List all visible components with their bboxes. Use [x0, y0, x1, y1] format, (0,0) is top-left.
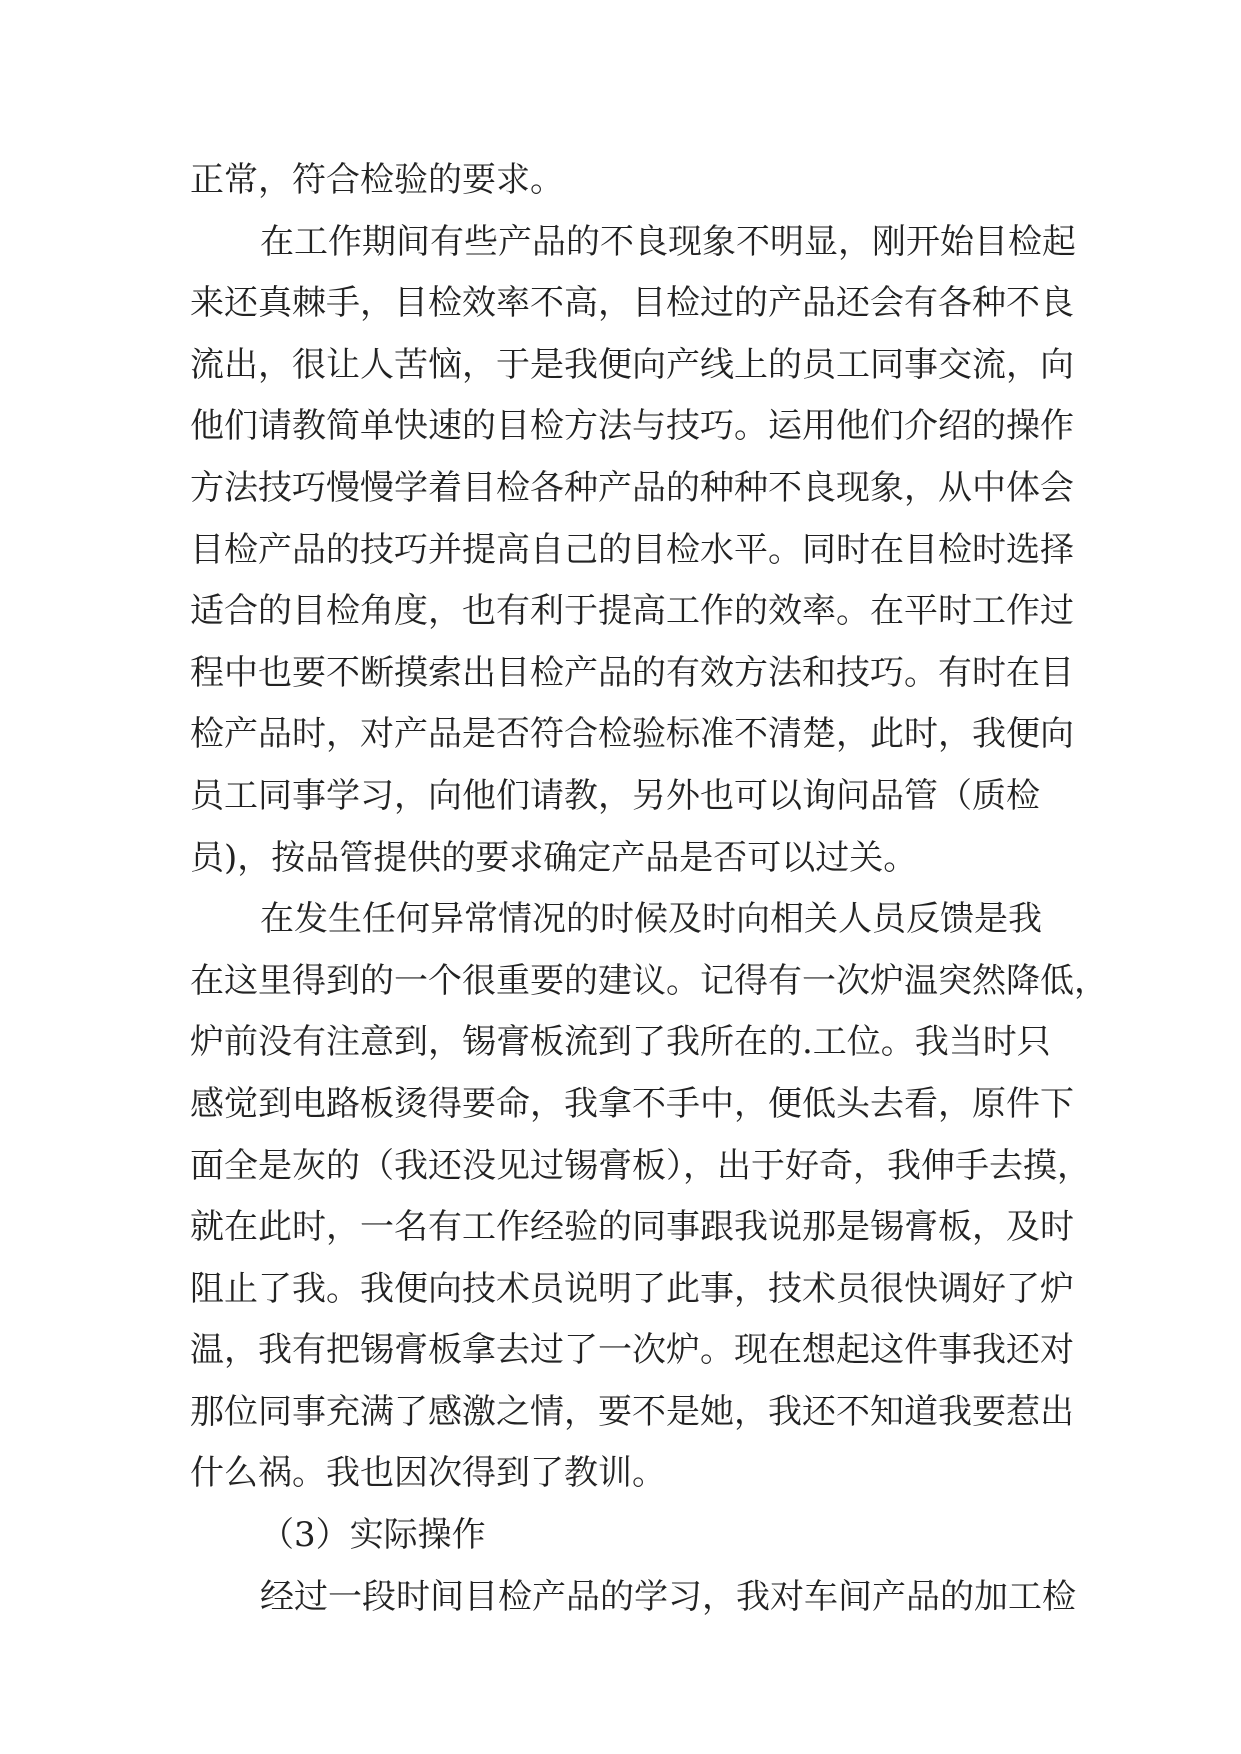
paragraph-line: 方法技巧慢慢学着目检各种产品的种种不良现象，从中体会 [190, 467, 1074, 508]
paragraph-line: 目检产品的技巧并提高自己的目检水平。同时在目检时选择 [190, 529, 1074, 570]
paragraph-line: 员工同事学习，向他们请教，另外也可以询问品管（质检 [190, 775, 1040, 816]
paragraph-line: 流出，很让人苦恼，于是我便向产线上的员工同事交流，向 [190, 344, 1074, 385]
paragraph-line: 适合的目检角度，也有利于提高工作的效率。在平时工作过 [190, 591, 1074, 632]
paragraph-line: 在工作期间有些产品的不良现象不明显，刚开始目检起 [260, 221, 1076, 262]
paragraph-line: 温，我有把锡膏板拿去过了一次炉。现在想起这件事我还对 [190, 1330, 1074, 1371]
paragraph-line: 来还真棘手，目检效率不高，目检过的产品还会有各种不良 [190, 283, 1074, 324]
paragraph-line: 正常，符合检验的要求。 [190, 160, 564, 200]
paragraph-line: 就在此时，一名有工作经验的同事跟我说那是锡膏板，及时 [190, 1207, 1074, 1248]
paragraph-line: 面全是灰的（我还没见过锡膏板），出于好奇，我伸手去摸， [190, 1145, 1091, 1186]
paragraph-line: 程中也要不断摸索出目检产品的有效方法和技巧。有时在目 [190, 652, 1074, 693]
paragraph-line: 经过一段时间目检产品的学习，我对车间产品的加工检 [260, 1576, 1076, 1617]
paragraph-line: 感觉到电路板烫得要命，我拿不手中，便低头去看，原件下 [190, 1083, 1074, 1124]
paragraph-line: 什么祸。我也因次得到了教训。 [190, 1453, 666, 1494]
paragraph-line: 他们请教简单快速的目检方法与技巧。运用他们介绍的操作 [190, 406, 1074, 447]
paragraph-line: 员)，按品管提供的要求确定产品是否可以过关。 [190, 837, 918, 878]
paragraph-line: 阻止了我。我便向技术员说明了此事，技术员很快调好了炉 [190, 1268, 1074, 1309]
paragraph-line: 在发生任何异常情况的时候及时向相关人员反馈是我 [260, 899, 1042, 940]
document-body [190, 150, 1108, 1628]
paragraph-line: （3）实际操作 [260, 1515, 486, 1556]
paragraph-line: 在这里得到的一个很重要的建议。记得有一次炉温突然降低， [190, 960, 1108, 1001]
paragraph-line: 炉前没有注意到，锡膏板流到了我所在的.工位。我当时只 [190, 1022, 1051, 1063]
paragraph-line: 检产品时，对产品是否符合检验标准不清楚，此时，我便向 [190, 714, 1074, 755]
paragraph-line: 那位同事充满了感激之情，要不是她，我还不知道我要惹出 [190, 1391, 1074, 1432]
